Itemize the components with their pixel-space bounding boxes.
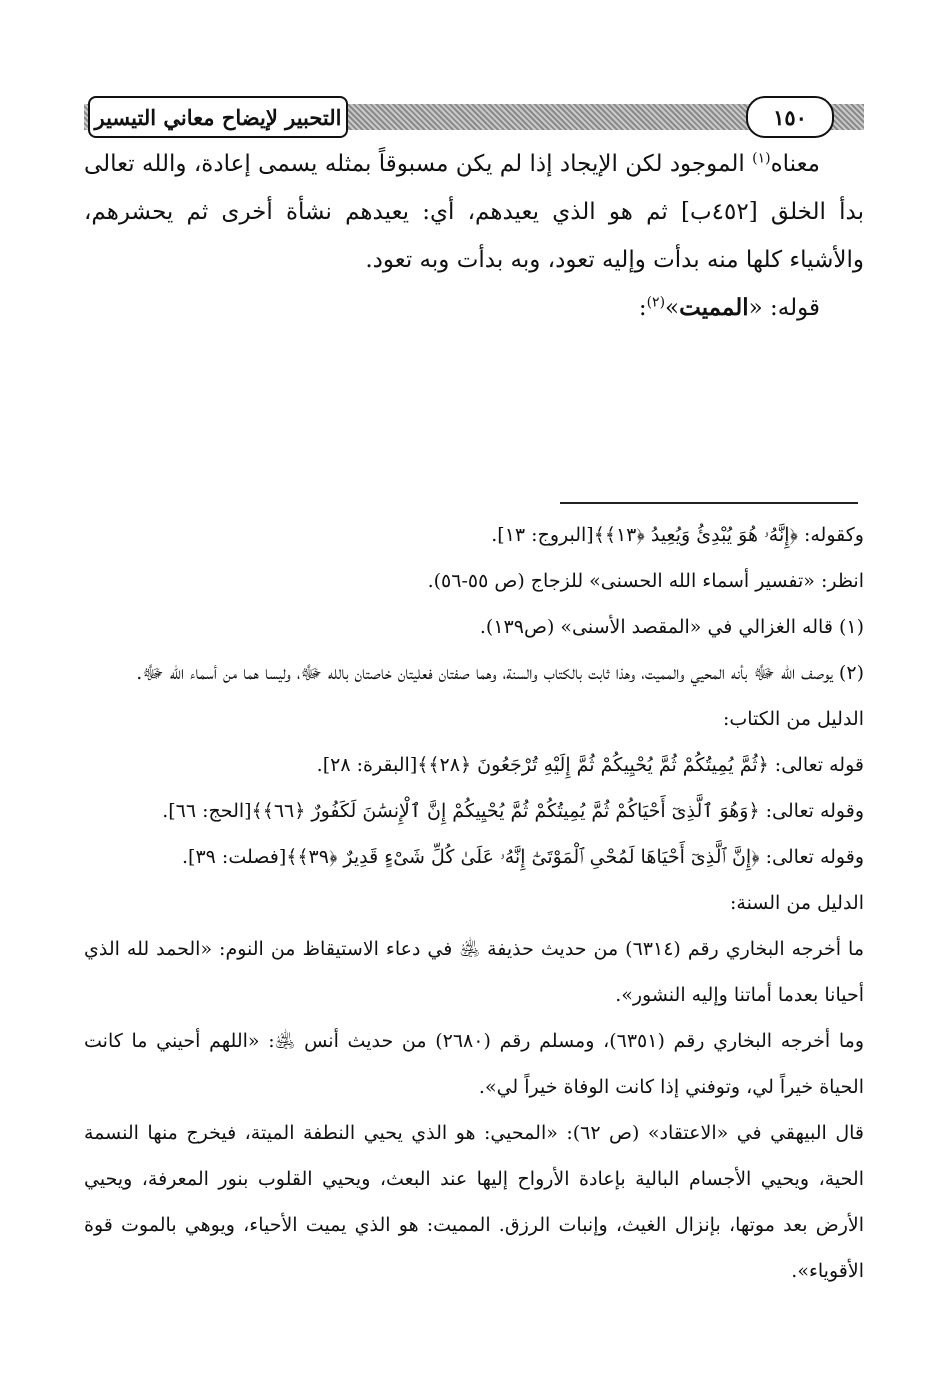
hadith-1: ما أخرجه البخاري رقم (٦٣١٤) من حديث حذيفة ﵁ في دعاء الاستيقاظ من النوم: «الحمد لله الذي أحيانا بعدما أماتنا وإليه النشور». <box>84 938 864 1006</box>
heading-prefix: قوله: « <box>748 295 820 321</box>
heading-colon: : <box>638 295 647 321</box>
heading-suffix: » <box>665 295 680 321</box>
verse-3: وقوله تعالى: ﴿إِنَّ ٱلَّذِىٓ أَحْيَاهَا لَمُحْىِ ٱلْمَوْتَىٰٓ إِنَّهُۥ عَلَىٰ كُلِّ شَىْءٍ قَدِيرٌ ﴿٣٩﴾﴾[فصلت: ٣٩]. <box>182 846 864 868</box>
book-proof-heading: الدليل من الكتاب: <box>722 708 864 730</box>
footnote-continuation-1: وكقوله: ﴿إِنَّهُۥ هُوَ يُبْدِئُ وَيُعِيدُ ﴿١٣﴾﴾[البروج: ١٣]. <box>491 524 864 546</box>
heading-word: المميت <box>679 294 749 321</box>
footnote-2: (٢) يوصف الله ﷻ بأنه المحيي والمميت، وهذا ثابت بالكتاب والسنة، وهما صفتان فعليتان خاصتان بالله ﷻ، وليسا هما من أسماء الله ﷻ. <box>136 662 864 684</box>
page-number: ١٥٠ <box>746 96 834 138</box>
footnote-continuation-2: انظر: «تفسير أسماء الله الحسنى» للزجاج (ص ٥٥-٥٦). <box>427 570 864 592</box>
footnote-ref-2: (٢) <box>646 294 666 311</box>
sunnah-proof-heading: الدليل من السنة: <box>729 892 864 914</box>
book-title: التحبير لإيضاح معاني التيسير <box>88 96 348 138</box>
running-header <box>84 96 864 142</box>
footnote-1: (١) قاله الغزالي في «المقصد الأسنى» (ص١٣٩). <box>479 616 864 638</box>
verse-1: قوله تعالى: ﴿ثُمَّ يُمِيتُكُمْ ثُمَّ يُحْيِيكُمْ ثُمَّ إِلَيْهِ تُرْجَعُونَ ﴿٢٨﴾﴾[البقرة: ٢٨]. <box>316 754 864 776</box>
footnote-ref-1: (١) <box>752 150 771 167</box>
main-text <box>84 140 864 332</box>
footnote-separator <box>560 502 858 504</box>
paragraph-1 <box>84 140 864 284</box>
footnotes <box>84 512 864 1294</box>
hadith-2: وما أخرجه البخاري رقم (٦٣٥١)، ومسلم رقم (٢٦٨٠) من حديث أنس ﵁: «اللهم أحيني ما كانت الحياة خيراً لي، وتوفني إذا كانت الوفاة خيراً لي». <box>84 1030 864 1098</box>
heading-mumit <box>84 284 864 332</box>
bayhaqi-quote: قال البيهقي في «الاعتقاد» (ص ٦٢): «المحيي: هو الذي يحيي النطفة الميتة، فيخرج منها النسمة الحية، ويحيي الأجسام البالية بإعادة الأرواح إليها عند البعث، ويحيي القلوب بنور المعرفة، ويحيي الأرض بعد موتها، بإنزال الغيث، وإنبات الرزق. المميت: هو الذي يميت الأحياء، ويوهي بالموت قوة الأقوياء». <box>84 1122 864 1282</box>
paragraph-1-body: الموجود لكن الإيجاد إذا لم يكن مسبوقاً بمثله يسمى إعادة، والله تعالى بدأ الخلق [٤٥٢ب] ثم هو الذي يعيدهم، أي: يعيدهم نشأة أخرى ثم يحشرهم، والأشياء كلها منه بدأت وإليه تعود، وبه بدأت وبه تعود. <box>84 151 864 273</box>
verse-2: وقوله تعالى: ﴿وَهُوَ ٱلَّذِىٓ أَحْيَاكُمْ ثُمَّ يُمِيتُكُمْ ثُمَّ يُحْيِيكُمْ إِنَّ ٱلْإِنسَٰنَ لَكَفُورٌ ﴿٦٦﴾﴾[الحج: ٦٦]. <box>162 800 864 822</box>
paragraph-1-start: معناه <box>770 151 820 177</box>
